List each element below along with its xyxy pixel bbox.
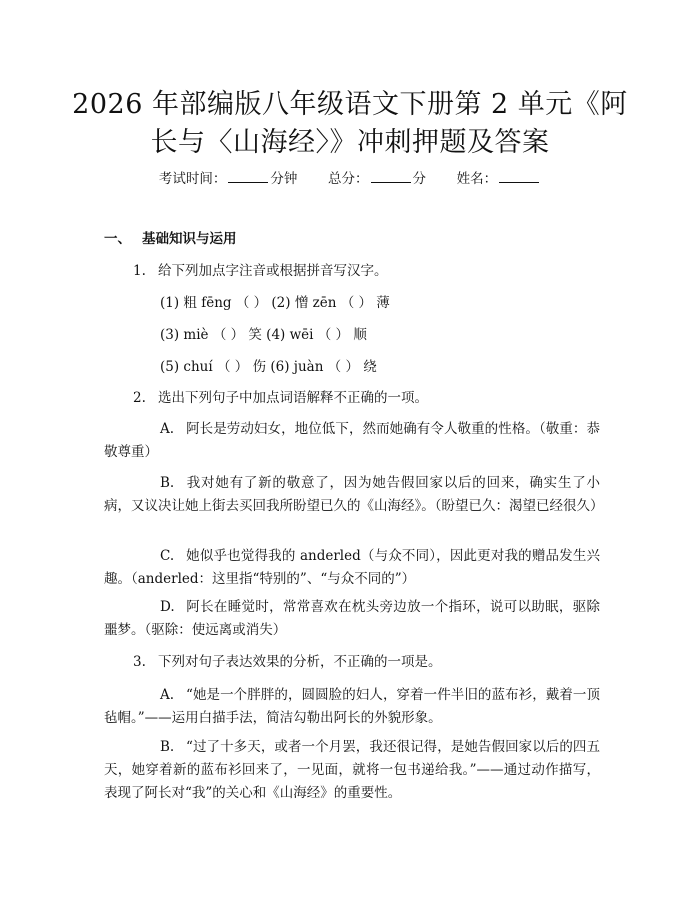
score-unit: 分 — [412, 171, 426, 187]
document-title-line-2: 长与〈山海经〉》冲刺押题及答案 — [150, 127, 550, 158]
option-2b — [104, 472, 604, 518]
name-label: 姓名： — [456, 171, 498, 187]
option-3b — [104, 736, 600, 805]
document-title-line-1: 2026 年部编版八年级语文下册第 2 单元《阿 — [72, 89, 628, 120]
option-text: 她似乎也觉得我的 anderled（与众不同），因此更对我的赠品发生兴趣。（anderled：这里指“特别的”、“与众不同的”） — [104, 548, 600, 587]
score-blank — [371, 170, 411, 183]
pinyin-row-1: (1) 粗 fēng （ ） (2) 憎 zēn （ ） 薄 — [160, 295, 390, 311]
section-title: 基础知识与运用 — [142, 231, 237, 247]
question-number: 2. — [133, 390, 146, 406]
option-text: 我对她有了新的敬意了，因为她告假回家以后的回来，确实生了小病，又议决让她上街去买回我所盼望已久的《山海经》。（盼望已久：渴望已经很久） — [104, 475, 604, 514]
option-2c — [104, 545, 600, 591]
pinyin-row-3: (5) chuí （ ） 伤 (6) juàn （ ） 绕 — [160, 359, 377, 375]
pinyin-row-2: (3) miè （ ） 笑 (4) wēi （ ） 顺 — [160, 327, 367, 343]
option-label: A. — [160, 421, 175, 437]
question-2 — [133, 388, 428, 408]
score-label: 总分： — [328, 171, 369, 187]
question-number: 1. — [133, 263, 146, 279]
option-2d — [104, 596, 600, 642]
question-3 — [133, 652, 442, 672]
question-1 — [133, 261, 388, 281]
name-blank — [499, 170, 539, 183]
section-heading — [104, 229, 237, 249]
time-unit: 分钟 — [270, 171, 298, 187]
question-number: 3. — [133, 654, 146, 670]
option-label: D. — [160, 599, 175, 615]
option-2a — [104, 418, 600, 464]
option-label: A. — [160, 687, 175, 703]
time-blank — [228, 170, 268, 183]
option-label: C. — [160, 548, 175, 564]
question-text: 选出下列句子中加点词语解释不正确的一项。 — [158, 390, 428, 406]
question-text: 下列对句子表达效果的分析，不正确的一项是。 — [158, 654, 442, 670]
option-label: B. — [160, 739, 175, 755]
section-number: 一、 — [104, 231, 131, 247]
time-label: 考试时间： — [158, 171, 227, 187]
exam-meta — [0, 169, 700, 189]
option-3a — [104, 684, 600, 730]
option-text: 阿长在睡觉时，常常喜欢在枕头旁边放一个指环，说可以助眠，驱除噩梦。（驱除：使远离或消失） — [104, 599, 600, 638]
option-text: “过了十多天，或者一个月罢，我还很记得，是她告假回家以后的四五天，她穿着新的蓝布衫回来了，一见面，就将一包书递给我。”——通过动作描写，表现了阿长对“我”的关心和《山海经》的重要性。 — [104, 739, 600, 801]
question-text: 给下列加点字注音或根据拼音写汉字。 — [158, 263, 388, 279]
option-label: B. — [160, 475, 175, 491]
option-text: “她是一个胖胖的，圆圆脸的妇人，穿着一件半旧的蓝布衫，戴着一顶毡帽。”——运用白描手法，简洁勾勒出阿长的外貌形象。 — [104, 687, 600, 726]
option-text: 阿长是劳动妇女，地位低下，然而她确有令人敬重的性格。（敬重：恭敬尊重） — [104, 421, 600, 460]
